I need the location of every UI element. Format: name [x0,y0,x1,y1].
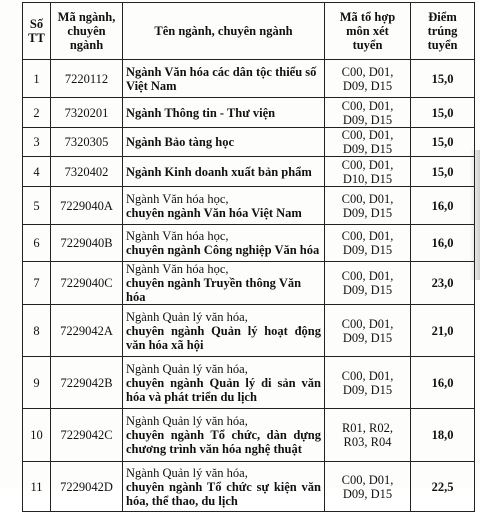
subject-combo-line: D09, D15 [342,330,393,345]
row-stt: 10 [23,409,51,462]
table-row [23,225,475,262]
row-score: 15,0 [411,157,475,187]
row-subject-combo [325,225,411,262]
major-name-line: chuyên ngành Văn hóa Việt Nam [126,205,302,220]
subject-combo-line: D09, D15 [342,283,393,297]
row-stt: 1 [23,60,51,98]
table-header-row [23,3,475,60]
row-code: 7229042D [51,462,123,512]
row-score: 15,0 [411,60,475,98]
major-name-line: hóa, thể thao, du lịch [126,493,238,508]
subject-combo-line: D09, D15 [342,243,393,257]
table-row [23,187,475,225]
table-row [23,128,475,157]
major-name-line: Ngành Quản lý văn hóa, [126,361,248,376]
row-subject-combo [325,98,411,128]
major-name-line: Ngành Quản lý văn hóa, [126,465,248,480]
major-name-line: chuyên ngành Quản lý di sản văn [126,375,321,390]
subject-combo-line: C00, D01, [341,98,394,113]
row-subject-combo [325,462,411,512]
row-major-name [123,128,325,157]
row-score: 22,5 [411,462,475,512]
row-major-name [123,225,325,262]
major-name-line: hóa và phát triển du lịch [126,389,257,404]
table-row [23,357,475,409]
row-subject-combo [325,357,411,409]
table-row [23,60,475,98]
row-stt: 11 [23,462,51,512]
major-name-line: Ngành Bảo tàng học [126,135,235,149]
subject-combo-line: D09, D15 [342,205,393,220]
row-code: 7229040B [51,225,123,262]
subject-combo-line: C00, D01, [341,64,394,79]
subject-combo-line: C00, D01, [341,269,394,283]
header-score: Điểm trúng tuyển [411,3,475,60]
major-name-line: văn hóa xã hội [126,337,204,352]
row-code: 7320402 [51,157,123,187]
subject-combo-line: D09, D15 [342,78,393,93]
row-score: 16,0 [411,225,475,262]
row-stt: 5 [23,187,51,225]
admission-score-table [22,2,475,512]
row-subject-combo [325,187,411,225]
row-major-name [123,60,325,98]
major-name-line: Ngành Văn hóa học, [126,191,229,206]
row-score: 23,0 [411,262,475,305]
subject-combo-line: C00, D01, [341,316,394,331]
row-score: 15,0 [411,128,475,157]
row-major-name [123,98,325,128]
row-subject-combo [325,157,411,187]
subject-combo-line: R03, R04 [343,435,392,449]
row-major-name [123,409,325,462]
subject-combo-line: C00, D01, [341,128,394,142]
table-row [23,305,475,357]
row-stt: 4 [23,157,51,187]
row-stt: 6 [23,225,51,262]
row-major-name [123,357,325,409]
row-stt: 2 [23,98,51,128]
row-major-name [123,305,325,357]
row-code: 7229040A [51,187,123,225]
subject-combo-line: D09, D15 [342,142,393,156]
subject-combo-line: C00, D01, [341,472,394,487]
row-code: 7220112 [51,60,123,98]
major-name-line: Việt Nam [126,78,177,93]
row-major-name [123,462,325,512]
table-row [23,462,475,512]
subject-combo-line: C00, D01, [341,157,394,172]
major-name-line: Ngành Văn hóa các dân tộc thiểu số [126,64,317,79]
row-stt: 8 [23,305,51,357]
row-subject-combo [325,128,411,157]
header-code: Mã ngành, chuyên ngành [51,3,123,60]
row-score: 18,0 [411,409,475,462]
header-stt: Số TT [23,3,51,60]
major-name-line: Ngành Quản lý văn hóa, [126,309,248,324]
row-subject-combo [325,305,411,357]
row-code: 7229042C [51,409,123,462]
row-code: 7229042B [51,357,123,409]
row-score: 15,0 [411,98,475,128]
row-code: 7229042A [51,305,123,357]
major-name-line: Ngành Văn hóa học, [126,262,229,276]
row-stt: 3 [23,128,51,157]
subject-combo-line: C00, D01, [341,229,394,243]
row-stt: 9 [23,357,51,409]
row-score: 16,0 [411,357,475,409]
subject-combo-line: C00, D01, [341,368,394,383]
major-name-line: chuyên ngành Quản lý hoạt động [126,323,321,338]
row-code: 7320201 [51,98,123,128]
row-subject-combo [325,409,411,462]
row-major-name [123,187,325,225]
major-name-line: chuyên ngành Tổ chức sự kiện văn [126,479,321,494]
row-code: 7229040C [51,262,123,305]
major-name-line: Ngành Văn hóa học, [126,229,229,243]
subject-combo-line: D09, D15 [342,486,393,501]
table-body [23,60,475,512]
table-row [23,98,475,128]
table-row [23,262,475,305]
major-name-line: Ngành Quản lý văn hóa, [126,414,248,428]
row-stt: 7 [23,262,51,305]
row-subject-combo [325,60,411,98]
subject-combo-line: D10, D15 [342,171,393,186]
header-name: Tên ngành, chuyên ngành [123,3,325,60]
major-name-line: chuyên ngành Truyền thông Văn hóa [126,276,302,304]
subject-combo-line: D09, D15 [342,382,393,397]
major-name-line: Ngành Kinh doanh xuất bản phẩm [126,164,312,179]
row-code: 7320305 [51,128,123,157]
major-name-line: chuyên ngành Công nghiệp Văn hóa [126,243,320,257]
table-row [23,157,475,187]
row-score: 16,0 [411,187,475,225]
major-name-line: Ngành Thông tin - Thư viện [126,105,276,120]
subject-combo-line: C00, D01, [341,191,394,206]
major-name-line: chương trình văn hóa nghệ thuật [126,442,302,456]
row-major-name [123,262,325,305]
row-score: 21,0 [411,305,475,357]
header-combo: Mã tổ hợp môn xét tuyển [325,3,411,60]
subject-combo-line: D09, D15 [342,112,393,127]
row-major-name [123,157,325,187]
row-subject-combo [325,262,411,305]
subject-combo-line: R01, R02, [341,421,394,435]
table-row [23,409,475,462]
major-name-line: chuyên ngành Tổ chức, dàn dựng [126,428,321,442]
